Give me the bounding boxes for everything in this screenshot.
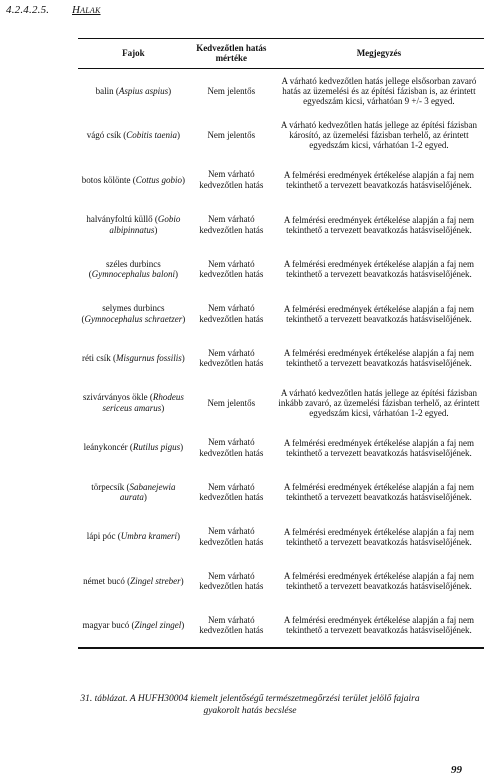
note-cell: A felmérési eredmények értékelése alapján a faj nem tekinthető a tervezett beavatkozás hatásviselőjének. <box>283 214 474 235</box>
effect-cell: Nem jelentős <box>207 397 256 408</box>
table-row <box>78 514 484 559</box>
note-cell: A várható kedvezőtlen hatás jellege az építési fázisban károsító, az üzemelési fázisban terhelő, az érintett egyedszám kicsi, várhatóan 1-2 egyed. <box>280 120 478 151</box>
table-row <box>78 336 484 381</box>
table-row <box>78 425 484 470</box>
table-row <box>78 381 484 426</box>
note-cell: A felmérési eredmények értékelése alapján a faj nem tekinthető a tervezett beavatkozás hatásviselőjének. <box>283 348 474 369</box>
species-latin-name: Gymnocephalus baloni <box>91 269 175 280</box>
species-latin-name: Misgurnus fossilis <box>116 353 182 364</box>
page-number: 99 <box>451 764 462 776</box>
species-latin-name: Zingel streber <box>130 576 181 587</box>
table-row <box>78 559 484 604</box>
table-row <box>78 202 484 247</box>
table-row <box>78 470 484 515</box>
effect-cell: Nem várható kedvezőtlen hatás <box>199 169 264 190</box>
species-cell: törpecsík (Sabanejewia aurata) <box>91 481 176 503</box>
species-cell: réti csík (Misgurnus fossilis) <box>82 353 185 364</box>
header-effect: Kedvezőtlen hatás mértéke <box>196 43 267 63</box>
note-cell: A felmérési eredmények értékelése alapján a faj nem tekinthető a tervezett beavatkozás hatásviselőjének. <box>283 303 474 324</box>
note-cell: A felmérési eredmények értékelése alapján a faj nem tekinthető a tervezett beavatkozás hatásviselőjének. <box>283 615 474 636</box>
section-title: Halak <box>72 4 101 16</box>
table-row <box>78 604 484 649</box>
species-latin-name: Sabanejewia aurata <box>119 481 176 503</box>
effect-cell: Nem várható kedvezőtlen hatás <box>199 614 264 636</box>
note-cell: A felmérési eredmények értékelése alapján a faj nem tekinthető a tervezett beavatkozás hatásviselőjének. <box>283 571 474 592</box>
table-caption: 31. táblázat. A HUFH30004 kiemelt jelentőségű természetmegőrzési terület jelölő fajaira gyakorolt hatás becslése <box>80 694 420 716</box>
effect-cell: Nem várható kedvezőtlen hatás <box>199 347 264 369</box>
effect-cell: Nem várható kedvezőtlen hatás <box>199 481 264 503</box>
species-name: lápi póc <box>86 531 116 542</box>
section-heading <box>6 4 101 16</box>
section-number: 4.2.4.2.5. <box>6 4 50 16</box>
effect-cell: Nem várható kedvezőtlen hatás <box>199 214 264 235</box>
note-cell: A felmérési eredmények értékelése alapján a faj nem tekinthető a tervezett beavatkozás hatásviselőjének. <box>283 259 474 280</box>
species-cell: selymes durbincs (Gymnocephalus schraetzer) <box>81 303 186 324</box>
effect-cell: Nem jelentős <box>207 85 256 96</box>
species-latin-name: Rutilus pigus <box>132 442 181 453</box>
species-name: balin <box>95 85 114 96</box>
species-cell: szivárványos ökle (Rhodeus sericeus amarus) <box>82 392 184 413</box>
note-cell: A felmérési eredmények értékelése alapján a faj nem tekinthető a tervezett beavatkozás hatásviselőjének. <box>283 169 474 190</box>
table-header-row <box>78 39 484 69</box>
species-latin-name: Zingel zingel <box>134 620 182 631</box>
species-cell: széles durbincs (Gymnocephalus baloni) <box>88 258 178 280</box>
effect-cell: Nem várható kedvezőtlen hatás <box>199 570 264 592</box>
effect-cell: Nem várható kedvezőtlen hatás <box>199 437 264 458</box>
note-cell: A várható kedvezőtlen hatás jellege az építési fázisban inkább zavaró, az üzemelési fázisban terhelő, az érintett egyedszám kicsi, várhatóan 1-2 egyed. <box>278 387 480 418</box>
species-name: réti csík <box>82 353 111 364</box>
species-name: német bucó <box>83 576 125 587</box>
species-name: törpecsík <box>91 481 125 492</box>
species-name: selymes durbincs <box>102 303 165 314</box>
table-row <box>78 291 484 336</box>
species-impact-table <box>78 38 484 649</box>
table-row <box>78 158 484 203</box>
species-name: magyar bucó <box>82 620 130 631</box>
species-cell: magyar bucó (Zingel zingel) <box>82 620 185 631</box>
note-cell: A felmérési eredmények értékelése alapján a faj nem tekinthető a tervezett beavatkozás hatásviselőjének. <box>283 437 474 458</box>
species-name: szivárványos ökle <box>82 392 148 403</box>
species-cell: botos kölönte (Cottus gobio) <box>81 174 186 185</box>
species-name: leánykoncér <box>83 442 128 453</box>
effect-cell: Nem várható kedvezőtlen hatás <box>199 303 264 324</box>
effect-cell: Nem jelentős <box>207 130 256 141</box>
species-latin-name: Cobitis taenia <box>126 130 178 141</box>
note-cell: A felmérési eredmények értékelése alapján a faj nem tekinthető a tervezett beavatkozás hatásviselőjének. <box>283 526 474 547</box>
note-cell: A várható kedvezőtlen hatás jellege elsősorban zavaró hatás az üzemelési és az építési fázisban is, az érintett egyedszám kicsi, várhatóan 9 +/- 3 egyed. <box>281 76 477 107</box>
species-cell: halványfoltú küllő (Gobio albipinnatus) <box>86 214 181 235</box>
table-row <box>78 113 484 158</box>
species-latin-name: Gymnocephalus schraetzer <box>84 313 183 324</box>
species-latin-name: Aspius aspius <box>118 85 169 96</box>
note-cell: A felmérési eredmények értékelése alapján a faj nem tekinthető a tervezett beavatkozás hatásviselőjének. <box>283 482 474 503</box>
species-latin-name: Gobio albipinnatus <box>109 214 181 235</box>
species-latin-name: Umbra krameri <box>120 531 177 542</box>
species-cell: leánykoncér (Rutilus pigus) <box>83 442 184 453</box>
species-cell: balin (Aspius aspius) <box>95 85 172 96</box>
species-cell: német bucó (Zingel streber) <box>83 576 184 587</box>
table-row <box>78 247 484 292</box>
header-species: Fajok <box>122 48 145 58</box>
effect-cell: Nem várható kedvezőtlen hatás <box>199 258 264 280</box>
header-note: Megjegyzés <box>356 48 402 58</box>
species-name: vágó csík <box>86 130 121 141</box>
species-cell: lápi póc (Umbra krameri) <box>86 531 180 542</box>
species-name: széles durbincs <box>106 258 161 269</box>
effect-cell: Nem várható kedvezőtlen hatás <box>199 526 264 547</box>
species-cell: vágó csík (Cobitis taenia) <box>86 130 181 141</box>
species-name: halványfoltú küllő <box>86 214 153 225</box>
table-row <box>78 69 484 114</box>
species-latin-name: Rhodeus sericeus amarus <box>102 392 184 413</box>
species-latin-name: Cottus gobio <box>135 174 183 185</box>
species-name: botos kölönte <box>81 174 131 185</box>
